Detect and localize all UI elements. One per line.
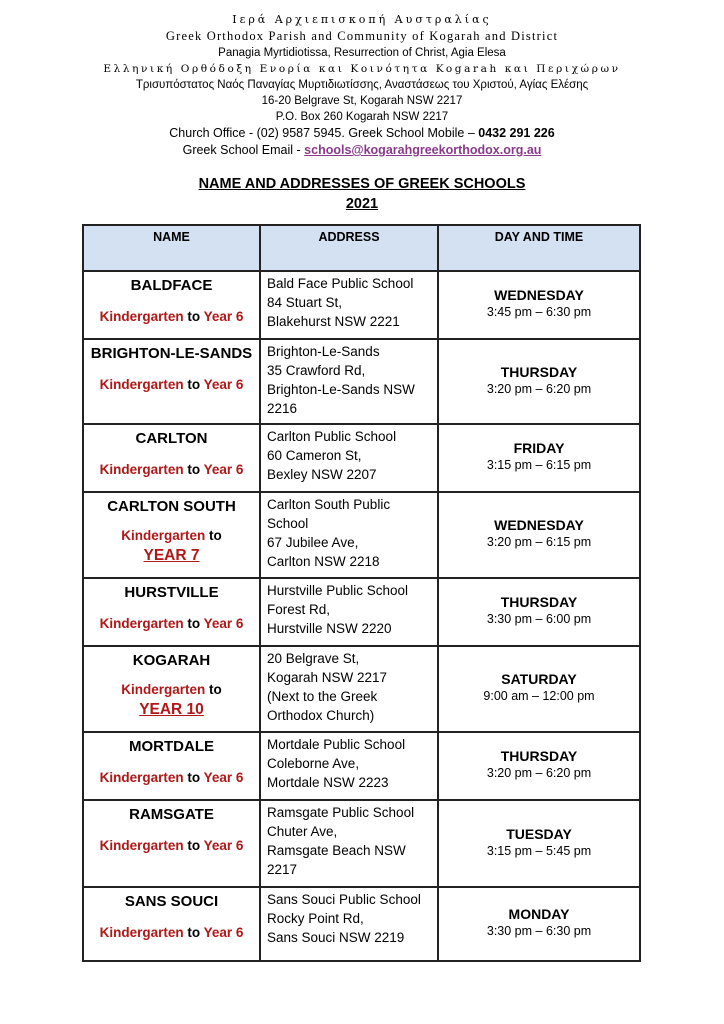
address-line: Ramsgate Beach NSW [267,843,406,858]
address-line: 2216 [267,401,298,416]
school-hours: 3:30 pm – 6:30 pm [486,924,592,938]
grade-range [84,924,259,942]
grade-to-word: to [187,462,201,477]
grade-range [84,837,259,855]
school-name-cell [83,887,260,961]
school-hours: 3:30 pm – 6:00 pm [486,612,592,626]
street-address: 16-20 Belgrave St, Kogarah NSW 2217 [261,95,463,107]
grade-from: Kindergarten [99,925,184,940]
table-row [83,424,640,492]
school-name: SANS SOUCI [124,893,219,910]
address-line: 2217 [267,862,298,877]
school-day: THURSDAY [500,364,578,380]
grade-to: Year 6 [203,770,244,785]
address-line: Carlton South Public [267,497,391,512]
school-name-cell [83,800,260,887]
table-header-row [83,225,640,271]
school-schedule-cell [438,646,640,732]
school-schedule-cell [438,492,640,578]
parish-name-greek: Ελληνική Ορθόδοξη Ενορία και Κοινότητα Kogarah και Περιχώρων [103,63,621,75]
school-name-cell [83,339,260,424]
address-line: Kogarah NSW 2217 [267,670,388,685]
grade-range [84,615,259,633]
address-line: Carlton Public School [267,429,397,444]
school-address-cell [260,339,438,424]
column-header-day-time: DAY AND TIME [438,225,640,271]
address-line: (Next to the Greek [267,689,378,704]
school-day: WEDNESDAY [494,517,584,533]
school-name-cell [83,732,260,800]
grade-to: Year 6 [203,925,244,940]
school-schedule-cell [438,424,640,492]
school-name: BALDFACE [130,277,213,294]
school-address-cell [260,800,438,887]
document-title [0,174,724,214]
school-schedule-cell [438,578,640,646]
school-name: HURSTVILLE [124,584,219,601]
school-day: THURSDAY [500,594,578,610]
school-name: MORTDALE [129,738,214,755]
address-line: Bexley NSW 2207 [267,467,377,482]
address-line: School [267,516,309,531]
school-day: THURSDAY [500,748,578,764]
grade-to-word: to [187,616,201,631]
address-line: Sans Souci NSW 2219 [267,930,405,945]
po-box: P.O. Box 260 Kogarah NSW 2217 [275,111,449,123]
address-line: Mortdale NSW 2223 [267,775,389,790]
grade-from: Kindergarten [99,309,184,324]
grade-to-word: to [187,925,201,940]
address-line: Sans Souci Public School [267,892,421,907]
address-line: Brighton-Le-Sands [267,344,380,359]
grade-to-word: to [187,309,201,324]
parish-churches-greek: Τρισυπόστατος Ναός Παναγίας Μυρτιδιωτίσσης, Αναστάσεως του Χριστού, Αγίας Ελέσης [135,79,589,91]
grade-range [84,681,259,699]
address-line: Brighton-Le-Sands NSW [267,382,415,397]
school-day: MONDAY [508,906,570,922]
grade-from: Kindergarten [99,616,184,631]
table-row [83,578,640,646]
grade-from: Kindergarten [121,682,206,697]
address-line: 35 Crawford Rd, [267,363,366,378]
grade-to: Year 6 [203,377,244,392]
school-address-cell [260,492,438,578]
grade-from: Kindergarten [99,462,184,477]
school-name: CARLTON [135,430,208,447]
address-line: Mortdale Public School [267,737,406,752]
table-row [83,887,640,961]
grade-to-word: to [209,682,222,697]
archdiocese-line: Ιερά Αρχιεπισκοπή Αυστραλίας [232,13,492,26]
school-day: SATURDAY [501,671,577,687]
school-schedule-cell [438,732,640,800]
grade-to-word: to [209,528,222,543]
school-schedule-cell [438,271,640,339]
grade-to: Year 6 [203,309,244,324]
address-line: Rocky Point Rd, [267,911,364,926]
school-address-cell [260,271,438,339]
grade-to: Year 6 [203,462,244,477]
grade-range [84,308,259,326]
grade-from: Kindergarten [99,770,184,785]
email-label: Greek School Email - [182,143,305,157]
school-address-cell [260,578,438,646]
parish-churches-english: Panagia Myrtidiotissa, Resurrection of Christ, Agia Elesa [218,47,506,59]
school-address-cell [260,732,438,800]
grade-range [84,769,259,787]
address-line: Carlton NSW 2218 [267,554,380,569]
email-link[interactable]: schools@kogarahgreekorthodox.org.au [304,143,542,157]
school-day: TUESDAY [506,826,572,842]
school-name-cell [83,492,260,578]
school-hours: 3:15 pm – 5:45 pm [486,844,592,858]
school-hours: 3:20 pm – 6:20 pm [486,766,592,780]
address-line: Ramsgate Public School [267,805,415,820]
contact-phones [0,125,724,142]
address-line: Coleborne Ave, [267,756,360,771]
address-line: 60 Cameron St, [267,448,362,463]
school-hours: 9:00 am – 12:00 pm [483,689,595,703]
grade-to: YEAR 7 [143,547,200,564]
school-name: RAMSGATE [129,806,214,823]
address-line: Hurstville NSW 2220 [267,621,392,636]
title-year: 2021 [345,196,379,212]
address-line: Chuter Ave, [267,824,338,839]
table-row [83,339,640,424]
school-hours: 3:15 pm – 6:15 pm [486,458,592,472]
school-day: FRIDAY [513,440,565,456]
school-schedule-cell [438,887,640,961]
school-name-cell [83,578,260,646]
grade-from: Kindergarten [99,838,184,853]
school-name: CARLTON SOUTH [107,498,236,515]
school-name-cell [83,646,260,732]
table-row [83,646,640,732]
school-hours: 3:45 pm – 6:30 pm [486,305,592,319]
address-line: Forest Rd, [267,602,331,617]
table-row [83,492,640,578]
grade-range [84,527,259,545]
address-line: Bald Face Public School [267,276,414,291]
column-header-address: ADDRESS [260,225,438,271]
address-line: Hurstville Public School [267,583,409,598]
grade-to: Year 6 [203,838,244,853]
address-line: 67 Jubilee Ave, [267,535,359,550]
address-line: 84 Stuart St, [267,295,343,310]
school-schedule-cell [438,800,640,887]
school-address-cell [260,424,438,492]
parish-name-english: Greek Orthodox Parish and Community of Kogarah and District [165,29,559,43]
school-schedule-cell [438,339,640,424]
school-name-cell [83,271,260,339]
schools-table [82,224,641,962]
column-header-name: NAME [83,225,260,271]
grade-to-word: to [187,377,201,392]
school-hours: 3:20 pm – 6:15 pm [486,535,592,549]
grade-to-word: to [187,770,201,785]
school-name: BRIGHTON-LE-SANDS [90,345,253,362]
address-line: Blakehurst NSW 2221 [267,314,400,329]
grade-to-word: to [187,838,201,853]
table-row [83,800,640,887]
school-name-cell [83,424,260,492]
address-line: 20 Belgrave St, [267,651,360,666]
school-address-cell [260,887,438,961]
school-address-cell [260,646,438,732]
title-main: NAME AND ADDRESSES OF GREEK SCHOOLS [198,176,526,192]
school-hours: 3:20 pm – 6:20 pm [486,382,592,396]
grade-from: Kindergarten [121,528,206,543]
school-name: KOGARAH [132,652,211,669]
grade-range [84,461,259,479]
grade-to: Year 6 [203,616,244,631]
address-line: Orthodox Church) [267,708,375,723]
school-mobile: 0432 291 226 [478,126,555,140]
table-row [83,271,640,339]
grade-range [84,376,259,394]
contact-email [0,142,724,159]
office-phone-text: Church Office - (02) 9587 5945. Greek School Mobile – [169,126,479,140]
table-row [83,732,640,800]
school-day: WEDNESDAY [494,287,584,303]
grade-to: YEAR 10 [139,701,204,718]
grade-from: Kindergarten [99,377,184,392]
letterhead [0,12,724,159]
